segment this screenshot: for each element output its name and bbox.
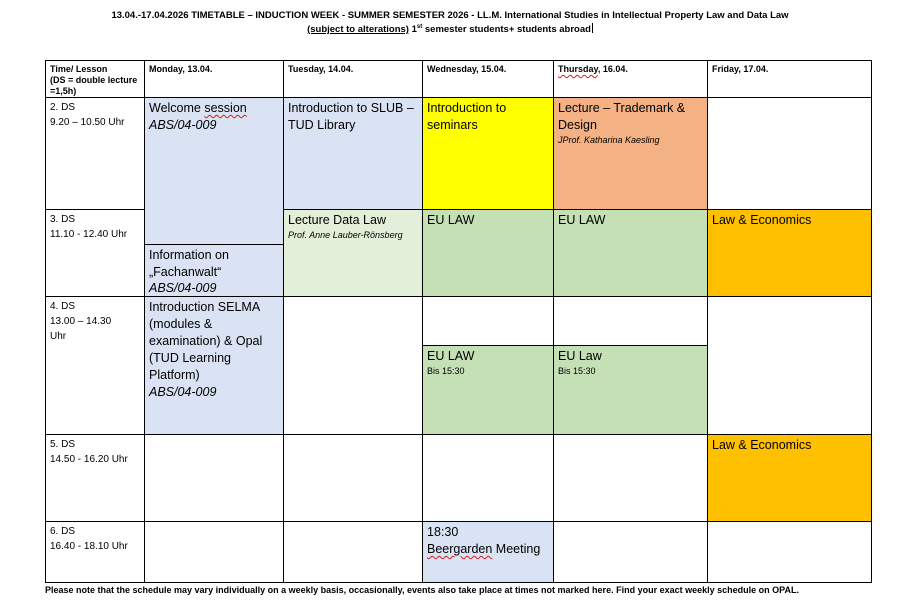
slot-time: 11.10 - 12.40 Uhr <box>50 229 128 240</box>
slot-time: 14.50 - 16.20 Uhr <box>50 454 128 465</box>
ds-explanation: (DS = double lecture =1,5h) <box>50 75 138 96</box>
event-room: ABS/04-009 <box>149 281 217 295</box>
header-wednesday: Wednesday, 15.04. <box>427 64 507 74</box>
session-word: session <box>204 101 247 115</box>
event-lecturer: Prof. Anne Lauber-Rönsberg <box>288 230 403 240</box>
event-room: ABS/04-009 <box>149 385 217 399</box>
slot-4ds <box>46 297 134 434</box>
header-friday: Friday, 17.04. <box>712 64 769 74</box>
event-eu-law-thu-4ds <box>554 346 707 434</box>
semester-audience: semester students+ students abroad <box>422 24 591 35</box>
beergarden-word: Beergarden <box>427 542 493 556</box>
event-eu-law-wed-3ds: EU LAW <box>427 213 475 227</box>
event-title-line1: Information on <box>149 248 229 262</box>
slot-time: 16.40 - 18.10 Uhr <box>50 541 128 552</box>
event-seminars-intro: Introduction to seminars <box>427 101 507 132</box>
event-selma-opal <box>145 297 283 434</box>
alterations-note: (subject to alterations) <box>307 24 409 35</box>
event-beergarden <box>423 522 553 583</box>
semester-number: 1 <box>411 24 417 35</box>
event-title: Introduction SELMA (modules & examination) & Opal (TUD Learning Platform) <box>149 300 263 382</box>
slot-2ds <box>46 98 144 209</box>
meeting-word: Meeting <box>492 542 541 556</box>
header-time-lesson <box>46 61 144 97</box>
time-lesson-label: Time/ Lesson <box>50 64 108 74</box>
event-title <box>427 541 549 558</box>
event-note: Bis 15:30 <box>427 366 465 376</box>
event-title-line2: „Fachanwalt“ <box>149 265 222 279</box>
event-title: Lecture Data Law <box>288 213 386 227</box>
event-data-law <box>284 210 422 296</box>
slot-time: 13.00 – 14.30 Uhr <box>50 316 112 342</box>
slot-3ds <box>46 210 134 296</box>
event-title: Lecture – Trademark & Design <box>558 101 686 132</box>
thursday-word: Thursday <box>558 64 598 74</box>
event-note: Bis 15:30 <box>558 366 596 376</box>
event-law-economics-5ds: Law & Economics <box>712 438 812 452</box>
slot-6ds <box>46 522 134 583</box>
slot-name: 4. DS <box>50 301 76 312</box>
slot-name: 6. DS <box>50 526 76 537</box>
event-trademark-design <box>554 98 707 209</box>
event-slub-intro: Introduction to SLUB – TUD Library <box>288 101 414 132</box>
event-eu-law-wed-4ds <box>423 346 553 434</box>
schedule-disclaimer: Please note that the schedule may vary individually on a weekly basis, occasionally, events also take place at times not marked here. Find your exact weekly schedule on OPAL. <box>45 585 799 595</box>
event-title: EU Law <box>558 349 602 363</box>
event-law-economics-3ds: Law & Economics <box>712 213 812 227</box>
thursday-date: , 16.04. <box>597 64 628 74</box>
semester-ordinal: st <box>416 23 423 30</box>
slot-name: 3. DS <box>50 214 76 225</box>
event-fachanwalt-info <box>145 245 283 296</box>
event-title: EU LAW <box>427 349 475 363</box>
event-time: 18:30 <box>427 525 459 539</box>
event-title <box>149 100 279 117</box>
header-tuesday: Tuesday, 14.04. <box>288 64 354 74</box>
slot-name: 5. DS <box>50 439 76 450</box>
document-title: 13.04.-17.04.2026 TIMETABLE – INDUCTION WEEK - SUMMER SEMESTER 2026 - LL.M. International Studies in Intellectual Property Law and Data Law <box>111 10 789 21</box>
header-monday: Monday, 13.04. <box>149 64 213 74</box>
header-thursday <box>554 61 707 97</box>
event-eu-law-thu-3ds: EU LAW <box>558 213 606 227</box>
welcome-word: Welcome <box>149 101 205 115</box>
slot-name: 2. DS <box>50 102 76 113</box>
slot-time: 9.20 – 10.50 Uhr <box>50 117 125 128</box>
event-room: ABS/04-009 <box>149 118 217 132</box>
event-welcome-session <box>145 98 283 244</box>
event-lecturer: JProf. Katharina Kaesling <box>558 135 660 145</box>
slot-5ds <box>46 435 134 521</box>
